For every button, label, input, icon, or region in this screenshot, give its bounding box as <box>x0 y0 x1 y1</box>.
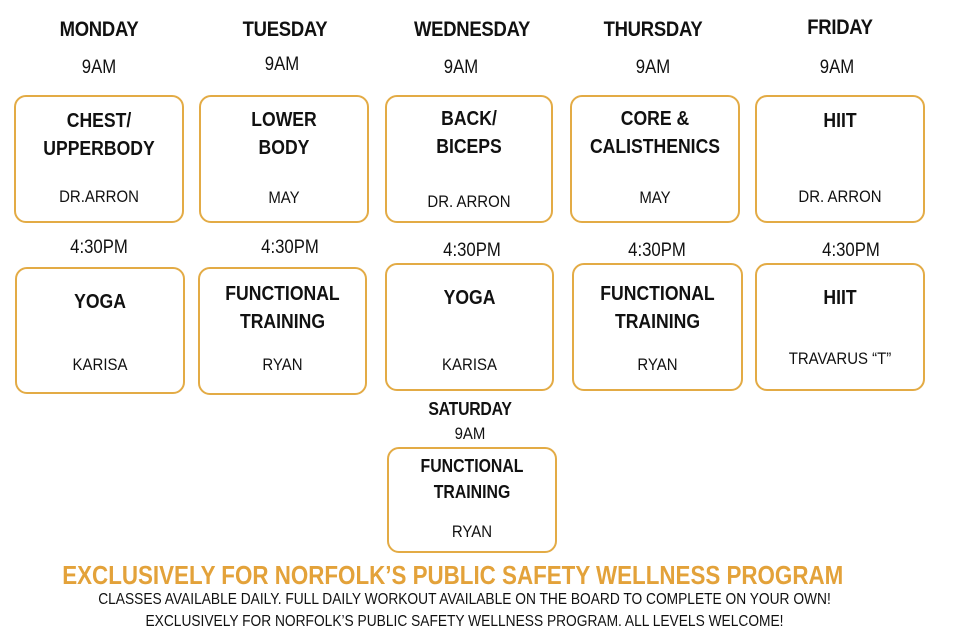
am-class-name: BACK/ BICEPS <box>436 108 502 158</box>
am-instructor: DR.ARRON <box>59 187 139 206</box>
day-heading-friday: FRIDAY <box>807 16 873 39</box>
am-class-name: CHEST/ UPPERBODY <box>43 110 155 160</box>
am-class-card-thursday <box>570 95 740 223</box>
am-instructor: DR. ARRON <box>427 192 511 211</box>
am-class-name: HIIT <box>823 110 857 132</box>
am-time-tuesday: 9AM <box>264 54 300 75</box>
pm-instructor: KARISA <box>442 355 497 374</box>
pm-class-name: YOGA <box>443 287 496 309</box>
day-heading-monday: MONDAY <box>59 18 139 41</box>
pm-instructor: RYAN <box>262 355 303 374</box>
am-instructor: MAY <box>268 188 300 207</box>
pm-class-name: HIIT <box>823 287 857 309</box>
am-time-wednesday: 9AM <box>443 57 479 78</box>
am-time-friday: 9AM <box>819 57 855 78</box>
am-instructor: RYAN <box>451 522 493 541</box>
class-card-saturday <box>387 447 557 553</box>
pm-instructor: KARISA <box>72 355 128 374</box>
program-banner: EXCLUSIVELY FOR NORFOLK’S PUBLIC SAFETY WELLNESS PROGRAM <box>62 560 844 590</box>
am-class-name: CORE & CALISTHENICS <box>589 108 721 158</box>
am-instructor: DR. ARRON <box>798 187 882 206</box>
am-class-card-tuesday <box>199 95 369 223</box>
pm-class-name: FUNCTIONAL TRAINING <box>600 283 715 333</box>
am-class-card-monday <box>14 95 184 223</box>
am-class-card-friday <box>755 95 925 223</box>
pm-class-name: YOGA <box>74 291 126 313</box>
am-instructor: MAY <box>639 188 671 207</box>
am-time-saturday: 9AM <box>454 424 486 443</box>
footer-note-levels: EXCLUSIVELY FOR NORFOLK’S PUBLIC SAFETY WELLNESS PROGRAM. ALL LEVELS WELCOME! <box>145 613 784 630</box>
day-heading-thursday: THURSDAY <box>603 18 703 41</box>
pm-time-wednesday: 4:30PM <box>443 240 501 261</box>
am-class-name: FUNCTIONAL TRAINING <box>420 456 524 502</box>
day-heading-wednesday: WEDNESDAY <box>413 18 531 41</box>
day-heading-tuesday: TUESDAY <box>242 18 328 41</box>
pm-class-card-tuesday <box>198 267 367 395</box>
am-time-monday: 9AM <box>81 57 117 78</box>
am-time-thursday: 9AM <box>635 57 671 78</box>
footer-note-daily: CLASSES AVAILABLE DAILY. FULL DAILY WORKOUT AVAILABLE ON THE BOARD TO COMPLETE ON YOUR OWN! <box>98 591 831 608</box>
pm-class-card-wednesday <box>385 263 554 391</box>
pm-time-monday: 4:30PM <box>70 237 128 258</box>
pm-time-friday: 4:30PM <box>822 240 880 261</box>
pm-class-card-thursday <box>572 263 743 391</box>
day-heading-saturday: SATURDAY <box>428 399 512 419</box>
am-class-card-wednesday <box>385 95 553 223</box>
pm-instructor: RYAN <box>637 355 678 374</box>
pm-class-card-friday <box>755 263 925 391</box>
pm-time-thursday: 4:30PM <box>628 240 686 261</box>
pm-instructor: TRAVARUS “T” <box>788 349 892 368</box>
pm-time-tuesday: 4:30PM <box>261 237 319 258</box>
pm-class-name: FUNCTIONAL TRAINING <box>225 283 340 333</box>
am-class-name: LOWER BODY <box>251 109 317 159</box>
pm-class-card-monday <box>15 267 185 394</box>
